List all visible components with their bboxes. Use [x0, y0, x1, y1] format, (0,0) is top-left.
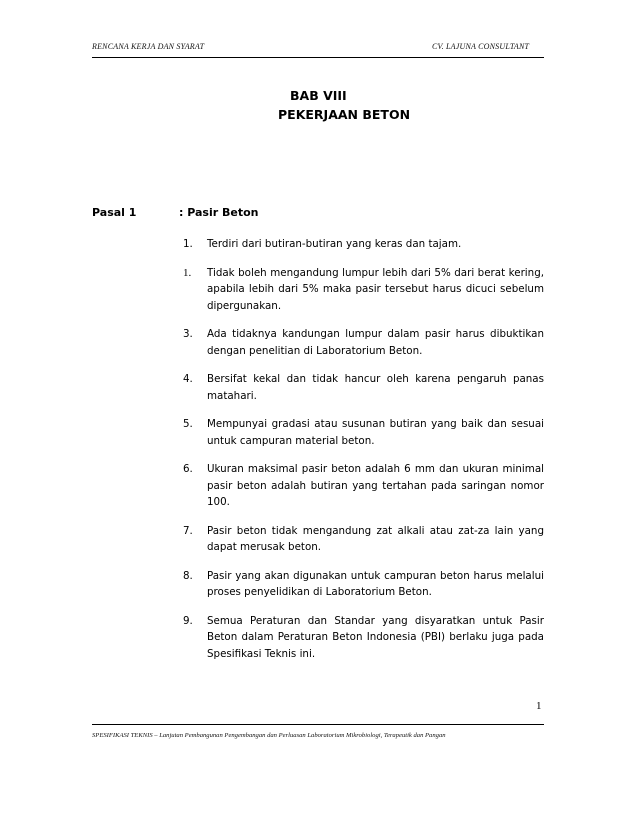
list-item-number: 1. [183, 266, 192, 279]
list-item [183, 523, 544, 556]
list-item [183, 236, 544, 253]
list-item-text: Ukuran maksimal pasir beton adalah 6 mm dan ukuran minimal pasir beton adalah butiran yang tertahan pada saringan nomor 100. [207, 463, 544, 508]
chapter-heading [278, 86, 410, 124]
list-item [183, 416, 544, 449]
list-item-text: Mempunyai gradasi atau susunan butiran yang baik dan sesuai untuk campuran material beton. [207, 418, 544, 447]
list-item-number: 9. [183, 614, 193, 627]
list-item [183, 461, 544, 511]
list-item-number: 5. [183, 418, 193, 430]
list-item-number: 8. [183, 569, 193, 582]
chapter-title: PEKERJAAN BETON [278, 107, 411, 122]
list-item-text: Ada tidaknya kandungan lumpur dalam pasir harus dibuktikan dengan penelitian di Laboratorium Beton. [207, 328, 544, 357]
header-left-text: RENCANA KERJA DAN SYARAT [92, 42, 205, 51]
list-item-text: Pasir yang akan digunakan untuk campuran beton harus melalui proses penyelidikan di Laboratorium Beton. [207, 569, 544, 598]
list-item [183, 613, 544, 663]
requirements-list [183, 236, 544, 674]
page-number: 1 [536, 700, 542, 712]
list-item-number: 3. [183, 328, 193, 340]
chapter-number: BAB VIII [290, 88, 347, 103]
list-item [183, 371, 544, 404]
header-divider [92, 57, 544, 58]
list-item-number: 4. [183, 373, 193, 385]
footer-text: SPESIFIKASI TEKNIS – Lanjutan Pembangunan Pengembangan dan Perluasan Laboratorium Mikrobiologi, Terapeutik dan Pangan [92, 732, 446, 739]
list-item-text: Tidak boleh mengandung lumpur lebih dari 5% dari berat kering, apabila lebih dari 5% maka pasir tersebut harus dicuci sebelum dipergunakan. [207, 266, 544, 312]
list-item-text: Terdiri dari butiran-butiran yang keras dan tajam. [207, 238, 462, 250]
list-item-number: 6. [183, 463, 193, 475]
list-item [183, 326, 544, 359]
pasal-label: Pasal 1 [92, 206, 137, 219]
list-item-text: Pasir beton tidak mengandung zat alkali atau zat-za lain yang dapat merusak beton. [207, 524, 544, 553]
pasal-title: : Pasir Beton [179, 206, 259, 219]
footer-divider [92, 724, 544, 725]
list-item-number: 7. [183, 524, 193, 537]
list-item-text: Bersifat kekal dan tidak hancur oleh karena pengaruh panas matahari. [207, 373, 544, 402]
list-item [183, 265, 544, 315]
header-right-text: CV. LAJUNA CONSULTANT [432, 42, 530, 51]
list-item [183, 568, 544, 601]
list-item-text: Semua Peraturan dan Standar yang disyaratkan untuk Pasir Beton dalam Peraturan Beton Indonesia (PBI) berlaku juga pada Spesifikasi Teknis ini. [207, 614, 544, 660]
list-item-number: 1. [183, 238, 193, 250]
